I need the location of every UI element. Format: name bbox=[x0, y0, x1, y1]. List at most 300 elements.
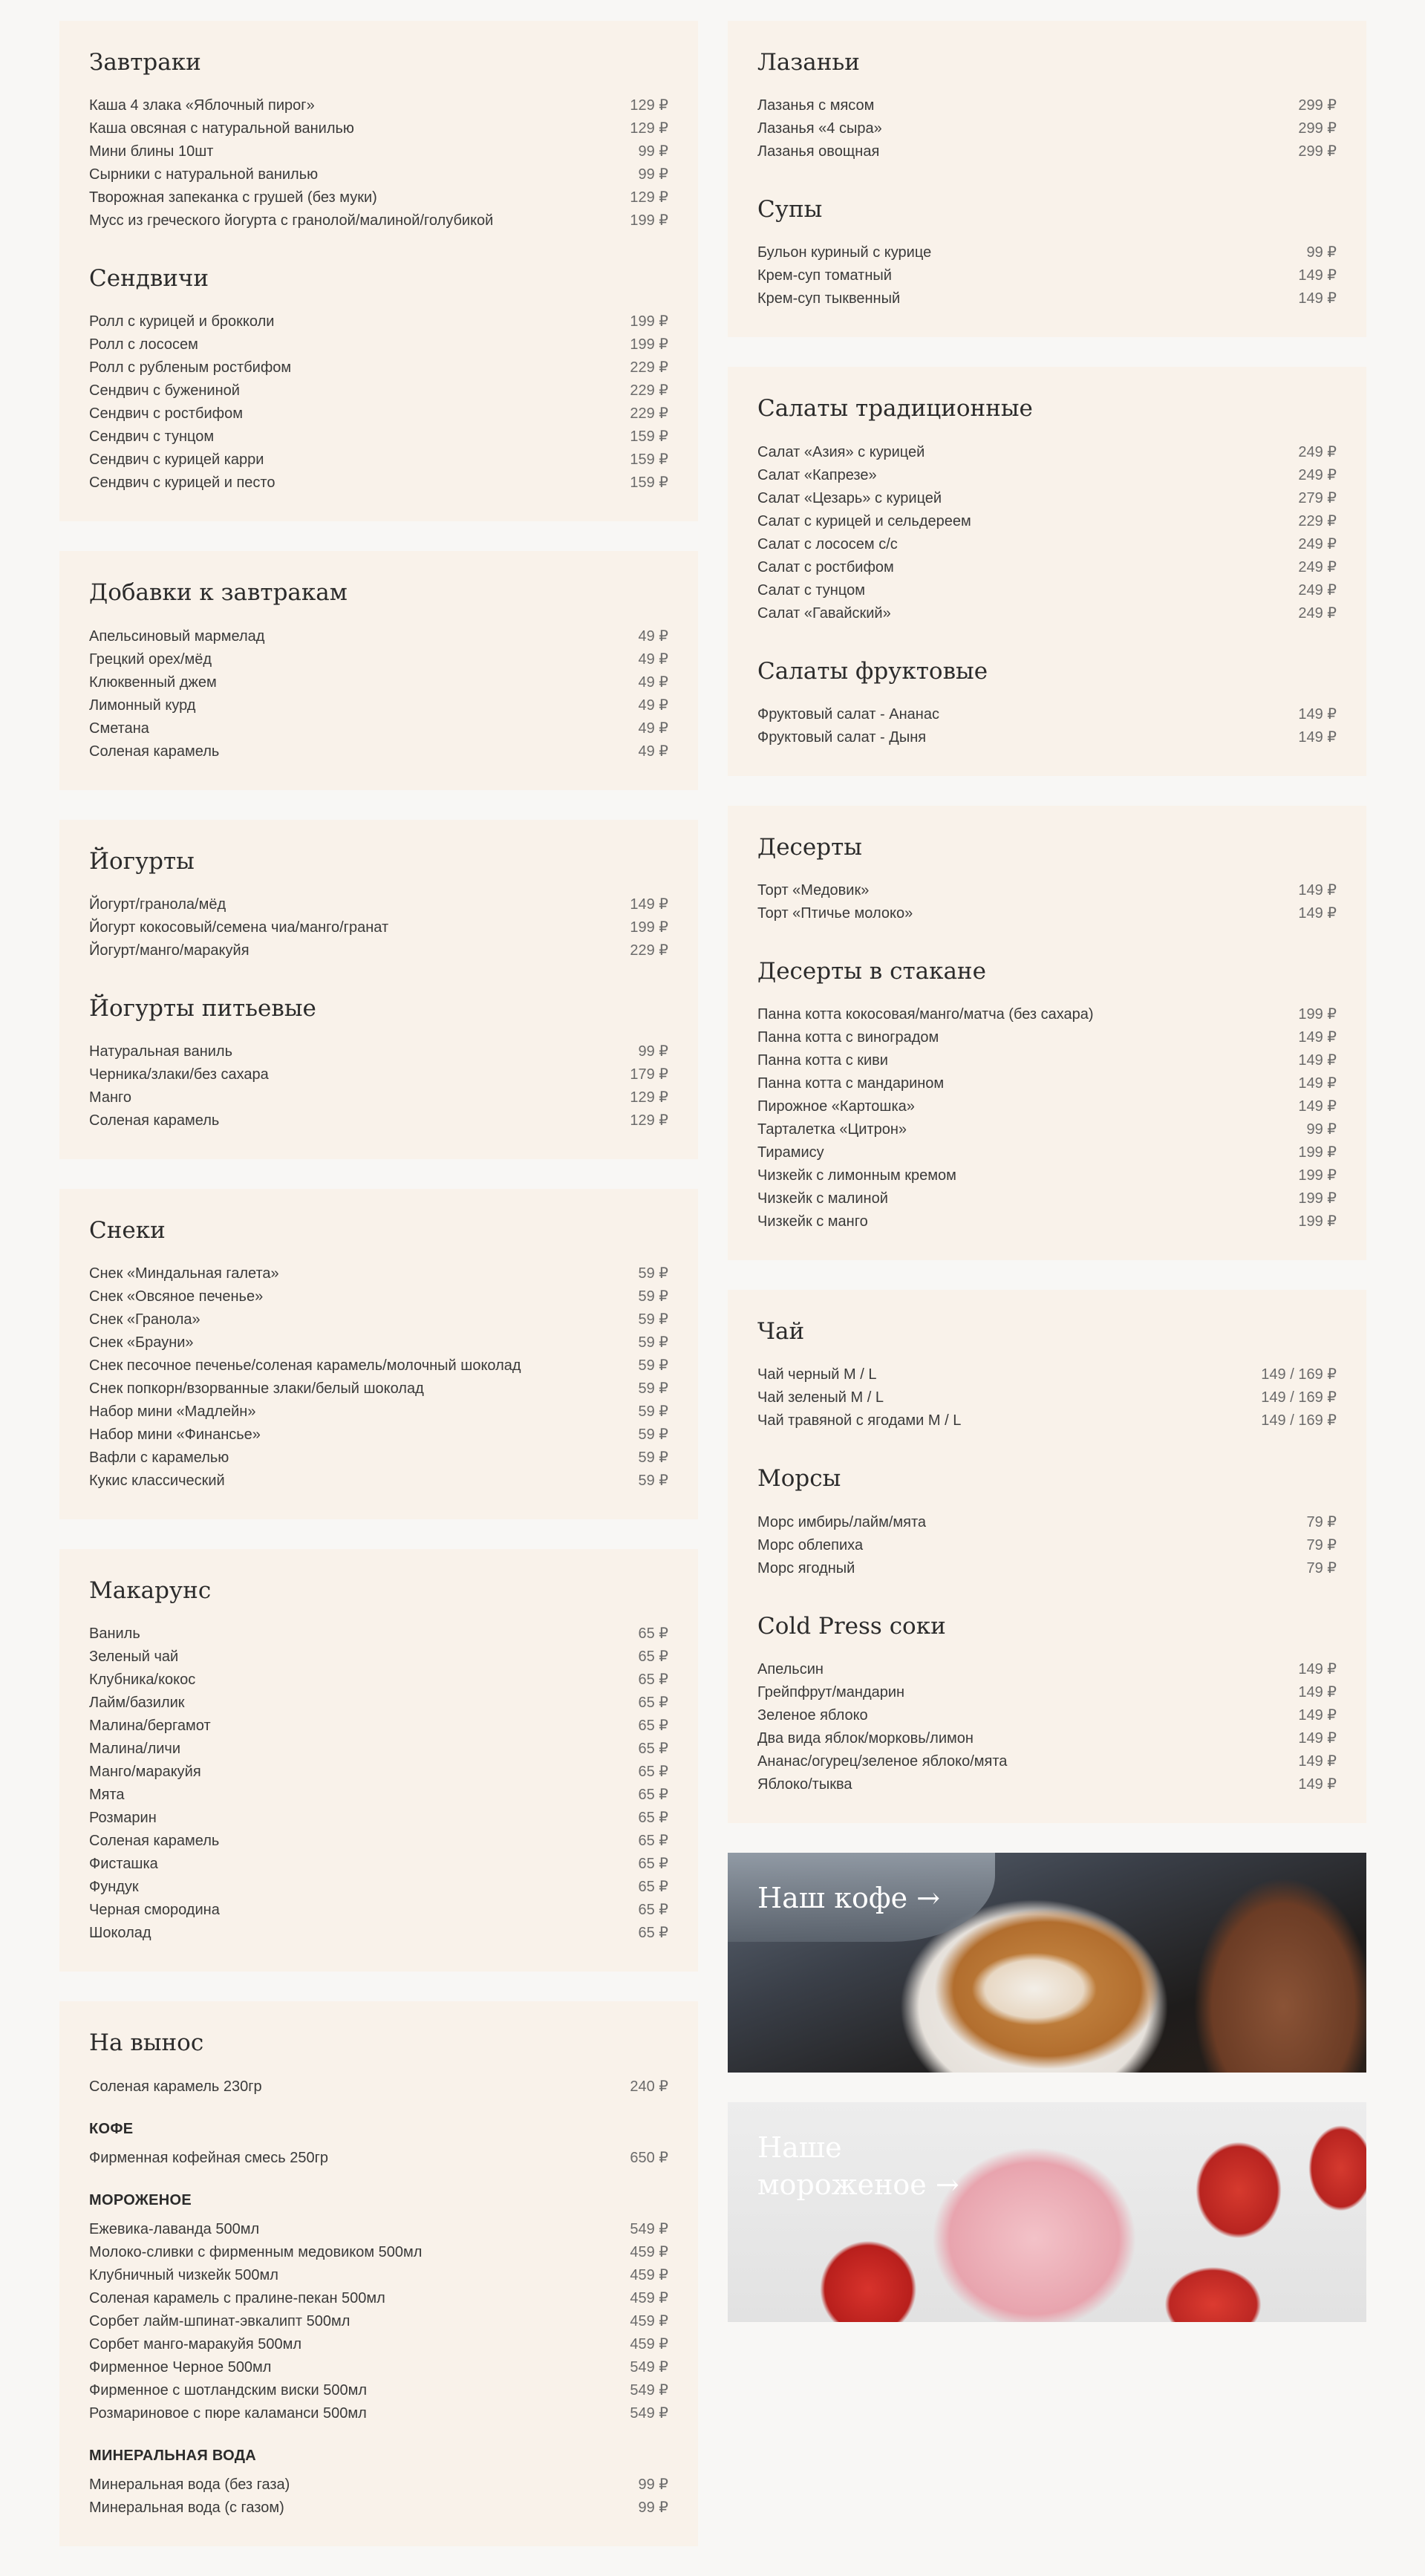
menu-item bbox=[757, 140, 1337, 163]
menu-item-name: Кукис классический bbox=[89, 1473, 225, 1490]
menu-section-title: Чай bbox=[757, 1318, 805, 1346]
menu-item bbox=[89, 1447, 668, 1470]
menu-item-name: Морс имбирь/лайм/мята bbox=[757, 1513, 927, 1530]
menu-card bbox=[728, 21, 1366, 337]
menu-item-name: Салат с курицей и сельдереем bbox=[757, 512, 971, 529]
menu-item-name: Зеленое яблоко bbox=[757, 1706, 868, 1724]
menu-item bbox=[89, 1669, 668, 1692]
menu-item-name: Молоко-сливки с фирменным медовиком 500мл bbox=[89, 2243, 423, 2260]
menu-item bbox=[89, 2264, 668, 2287]
menu-item-price: 65 ₽ bbox=[638, 1718, 668, 1735]
menu-item-list bbox=[757, 1511, 1337, 1580]
menu-item-price: 99 ₽ bbox=[638, 2499, 668, 2516]
menu-item-price: 79 ₽ bbox=[1306, 1536, 1337, 1553]
menu-item bbox=[89, 379, 668, 402]
menu-item-name: Снек попкорн/взорванные злаки/белый шоколад bbox=[89, 1380, 424, 1398]
menu-section-title: Салаты фруктовые bbox=[757, 657, 988, 685]
menu-item-price: 149 ₽ bbox=[1298, 1776, 1337, 1793]
menu-item-name: Фирменное с шотландским виски 500мл bbox=[89, 2381, 368, 2399]
menu-item bbox=[89, 2333, 668, 2356]
menu-item-name: Салат «Цезарь» с курицей bbox=[757, 489, 942, 506]
menu-item-name: Салат с тунцом bbox=[757, 581, 865, 599]
menu-item-price: 549 ₽ bbox=[630, 2358, 668, 2376]
menu-item bbox=[89, 1807, 668, 1830]
menu-card bbox=[59, 2001, 698, 2546]
menu-card bbox=[59, 21, 698, 521]
menu-card bbox=[59, 820, 698, 1159]
menu-item-list bbox=[89, 2147, 668, 2170]
menu-item bbox=[89, 893, 668, 916]
menu-item bbox=[757, 1026, 1337, 1049]
menu-item-price: 65 ₽ bbox=[638, 1856, 668, 1873]
menu-item-price: 149 / 169 ₽ bbox=[1261, 1366, 1337, 1383]
menu-item-price: 99 ₽ bbox=[1306, 244, 1337, 261]
menu-item-name: Панна котта с виноградом bbox=[757, 1029, 939, 1046]
menu-item-name: Соленая карамель bbox=[89, 1112, 220, 1129]
menu-item-name: Сендвич с ростбифом bbox=[89, 405, 243, 423]
menu-section-title: Салаты традиционные bbox=[757, 395, 1033, 423]
menu-item bbox=[89, 1470, 668, 1493]
menu-item bbox=[757, 287, 1337, 310]
menu-item bbox=[757, 726, 1337, 749]
menu-item-price: 65 ₽ bbox=[638, 1787, 668, 1804]
menu-item-price: 650 ₽ bbox=[630, 2149, 668, 2166]
menu-item-name: Грейпфрут/мандарин bbox=[757, 1683, 905, 1701]
menu-item-name: Манго/маракуйя bbox=[89, 1764, 201, 1781]
menu-item-list bbox=[89, 1623, 668, 1945]
menu-item bbox=[757, 602, 1337, 625]
menu-item bbox=[757, 1750, 1337, 1773]
menu-item-price: 149 ₽ bbox=[1298, 705, 1337, 723]
menu-item-price: 65 ₽ bbox=[638, 1741, 668, 1758]
menu-item-price: 99 ₽ bbox=[638, 143, 668, 160]
menu-item-name: Чизкейк с манго bbox=[757, 1213, 868, 1230]
menu-item-price: 149 ₽ bbox=[1298, 267, 1337, 284]
menu-item bbox=[757, 1118, 1337, 1141]
menu-item-price: 229 ₽ bbox=[630, 382, 668, 400]
menu-item-price: 99 ₽ bbox=[638, 2476, 668, 2493]
menu-item bbox=[757, 1534, 1337, 1557]
menu-item bbox=[89, 717, 668, 740]
menu-item bbox=[89, 472, 668, 495]
menu-item-name: Ананас/огурец/зеленое яблоко/мята bbox=[757, 1752, 1008, 1770]
menu-item-list bbox=[757, 703, 1337, 749]
menu-item-price: 129 ₽ bbox=[630, 189, 668, 206]
menu-item-price: 240 ₽ bbox=[630, 2078, 668, 2095]
menu-card bbox=[728, 806, 1366, 1260]
menu-item bbox=[89, 2356, 668, 2379]
menu-item bbox=[757, 1658, 1337, 1681]
menu-item-name: Снек песочное печенье/соленая карамель/молочный шоколад bbox=[89, 1357, 521, 1375]
menu-item bbox=[89, 1646, 668, 1669]
menu-item-price: 149 ₽ bbox=[1298, 290, 1337, 307]
menu-section bbox=[89, 265, 668, 495]
menu-item-name: Фруктовый салат - Дыня bbox=[757, 728, 927, 746]
menu-item-name: Вафли с карамелью bbox=[89, 1450, 229, 1467]
menu-item-price: 59 ₽ bbox=[638, 1288, 668, 1305]
menu-item bbox=[89, 1040, 668, 1063]
menu-item-price: 279 ₽ bbox=[1298, 489, 1337, 506]
menu-item-price: 459 ₽ bbox=[630, 2266, 668, 2283]
menu-item-name: Панна котта с киви bbox=[757, 1052, 888, 1069]
menu-item bbox=[757, 1141, 1337, 1164]
menu-card bbox=[59, 1189, 698, 1519]
menu-item-name: Соленая карамель 230гр bbox=[89, 2078, 262, 2095]
menu-section-title: Йогурты bbox=[89, 847, 195, 875]
menu-item bbox=[757, 1727, 1337, 1750]
menu-item-price: 459 ₽ bbox=[630, 2289, 668, 2306]
menu-item-name: Чай черный M / L bbox=[757, 1366, 877, 1383]
menu-item-name: Фирменное Черное 500мл bbox=[89, 2358, 272, 2376]
menu-item-price: 65 ₽ bbox=[638, 1626, 668, 1643]
menu-item-list bbox=[757, 1658, 1337, 1796]
menu-item-price: 149 ₽ bbox=[1298, 881, 1337, 899]
menu-section bbox=[757, 1318, 1337, 1432]
menu-item-list bbox=[757, 879, 1337, 925]
menu-item-price: 65 ₽ bbox=[638, 1764, 668, 1781]
menu-item bbox=[757, 464, 1337, 487]
menu-item-name: Грецкий орех/мёд bbox=[89, 650, 212, 668]
menu-item-name: Малина/личи bbox=[89, 1741, 181, 1758]
menu-item bbox=[757, 1511, 1337, 1534]
menu-item-price: 59 ₽ bbox=[638, 1450, 668, 1467]
menu-item-price: 65 ₽ bbox=[638, 1649, 668, 1666]
menu-item-name: Снек «Овсяное печенье» bbox=[89, 1288, 264, 1305]
menu-item-price: 229 ₽ bbox=[630, 405, 668, 423]
menu-item bbox=[89, 625, 668, 648]
menu-item-price: 199 ₽ bbox=[1298, 1144, 1337, 1161]
menu-item bbox=[89, 1331, 668, 1354]
menu-item-price: 199 ₽ bbox=[630, 336, 668, 353]
menu-item bbox=[89, 186, 668, 209]
menu-item bbox=[89, 1623, 668, 1646]
menu-item-price: 229 ₽ bbox=[630, 359, 668, 376]
menu-item bbox=[757, 117, 1337, 140]
menu-item-name: Клюквенный джем bbox=[89, 674, 217, 691]
menu-item-name: Бульон куриный с курице bbox=[757, 244, 932, 261]
menu-item-price: 149 ₽ bbox=[1298, 1075, 1337, 1092]
menu-item bbox=[89, 1401, 668, 1424]
menu-item-name: Творожная запеканка с грушей (без муки) bbox=[89, 189, 377, 206]
menu-item bbox=[89, 1063, 668, 1086]
menu-item bbox=[89, 1308, 668, 1331]
menu-cards-right bbox=[728, 21, 1366, 1823]
menu-item bbox=[89, 2402, 668, 2425]
menu-item-price: 199 ₽ bbox=[1298, 1006, 1337, 1023]
menu-item-name: Лайм/базилик bbox=[89, 1695, 185, 1712]
menu-item-price: 149 ₽ bbox=[1298, 1052, 1337, 1069]
menu-item-price: 129 ₽ bbox=[630, 1112, 668, 1129]
menu-section bbox=[757, 1613, 1337, 1796]
menu-item bbox=[89, 2218, 668, 2241]
menu-section bbox=[89, 49, 668, 232]
menu-item-price: 229 ₽ bbox=[630, 942, 668, 959]
menu-item-price: 59 ₽ bbox=[638, 1403, 668, 1421]
menu-item-list bbox=[89, 2076, 668, 2099]
menu-item-price: 65 ₽ bbox=[638, 1925, 668, 1942]
menu-item-price: 549 ₽ bbox=[630, 2404, 668, 2422]
menu-item-list bbox=[89, 2474, 668, 2520]
menu-item bbox=[757, 487, 1337, 510]
menu-item-name: Фисташка bbox=[89, 1856, 158, 1873]
menu-item-name: Фруктовый салат - Ананас bbox=[757, 705, 939, 723]
menu-item-name: Чай зеленый M / L bbox=[757, 1389, 884, 1406]
menu-item-name: Клубника/кокос bbox=[89, 1672, 196, 1689]
menu-item-name: Торт «Птичье молоко» bbox=[757, 904, 913, 922]
menu-item bbox=[89, 1285, 668, 1308]
menu-item bbox=[89, 1876, 668, 1899]
menu-item bbox=[89, 1377, 668, 1401]
menu-item-name: Ролл с рубленым ростбифом bbox=[89, 359, 292, 376]
menu-item-name: Чай травяной с ягодами M / L bbox=[757, 1412, 962, 1429]
coffee-promo-banner[interactable] bbox=[728, 1853, 1366, 2073]
menu-item-name: Яблоко/тыква bbox=[757, 1776, 852, 1793]
menu-item-price: 299 ₽ bbox=[1298, 97, 1337, 114]
menu-section-title: Десерты в стакане bbox=[757, 957, 986, 985]
menu-item-name: Сендвич с бужениной bbox=[89, 382, 240, 400]
menu-item-price: 65 ₽ bbox=[638, 1672, 668, 1689]
menu-item-price: 459 ₽ bbox=[630, 2243, 668, 2260]
menu-item bbox=[757, 1095, 1337, 1118]
menu-item-name: Морс ягодный bbox=[757, 1559, 855, 1576]
menu-section-title: Добавки к завтракам bbox=[89, 579, 348, 607]
menu-item-price: 59 ₽ bbox=[638, 1334, 668, 1351]
menu-item bbox=[757, 1557, 1337, 1580]
menu-item-name: Каша овсяная с натуральной ванилью bbox=[89, 120, 354, 137]
menu-item-price: 149 / 169 ₽ bbox=[1261, 1389, 1337, 1406]
menu-item-price: 129 ₽ bbox=[630, 97, 668, 114]
menu-item-price: 49 ₽ bbox=[638, 743, 668, 760]
menu-item-list bbox=[89, 1040, 668, 1132]
menu-group-title: МИНЕРАЛЬНАЯ ВОДА bbox=[89, 2447, 257, 2464]
menu-item-price: 65 ₽ bbox=[638, 1833, 668, 1850]
menu-item-name: Соленая карамель bbox=[89, 743, 220, 760]
menu-section-title: Йогурты питьевые bbox=[89, 994, 316, 1022]
menu-item bbox=[757, 1773, 1337, 1796]
menu-item bbox=[89, 140, 668, 163]
menu-item-name: Минеральная вода (без газа) bbox=[89, 2476, 290, 2493]
menu-item bbox=[757, 1409, 1337, 1432]
menu-item-price: 59 ₽ bbox=[638, 1380, 668, 1398]
menu-item-list bbox=[89, 94, 668, 232]
menu-item-name: Минеральная вода (с газом) bbox=[89, 2499, 284, 2516]
menu-item-name: Панна котта с мандарином bbox=[757, 1075, 945, 1092]
menu-item-price: 249 ₽ bbox=[1298, 604, 1337, 622]
menu-item-name: Торт «Медовик» bbox=[757, 881, 870, 899]
menu-item-name: Лазанья овощная bbox=[757, 143, 880, 160]
menu-item-price: 249 ₽ bbox=[1298, 443, 1337, 460]
menu-item bbox=[89, 2310, 668, 2333]
menu-item-list bbox=[757, 241, 1337, 310]
menu-item-price: 199 ₽ bbox=[1298, 1190, 1337, 1207]
icecream-promo-banner[interactable] bbox=[728, 2102, 1366, 2322]
menu-section-title: Снеки bbox=[89, 1216, 166, 1244]
menu-item-name: Соленая карамель с пралине-пекан 500мл bbox=[89, 2289, 385, 2306]
menu-item-name: Ежевика-лаванда 500мл bbox=[89, 2220, 260, 2237]
menu-item bbox=[89, 2379, 668, 2402]
menu-item-price: 459 ₽ bbox=[630, 2312, 668, 2329]
menu-item bbox=[89, 694, 668, 717]
menu-item bbox=[757, 1187, 1337, 1210]
menu-item-name: Салат с лососем с/с bbox=[757, 535, 898, 552]
menu-item-name: Фундук bbox=[89, 1879, 139, 1896]
menu-item-name: Манго bbox=[89, 1089, 132, 1106]
menu-section bbox=[757, 196, 1337, 310]
menu-item-name: Лимонный курд bbox=[89, 697, 196, 714]
menu-item-price: 99 ₽ bbox=[1306, 1121, 1337, 1138]
menu-section bbox=[89, 579, 668, 763]
menu-item bbox=[89, 402, 668, 425]
menu-item bbox=[89, 1424, 668, 1447]
menu-item-name: Апельсиновый мармелад bbox=[89, 627, 265, 645]
menu-item-price: 59 ₽ bbox=[638, 1311, 668, 1328]
menu-item-list bbox=[89, 1262, 668, 1493]
menu-item-name: Мини блины 10шт bbox=[89, 143, 214, 160]
menu-item-price: 49 ₽ bbox=[638, 697, 668, 714]
menu-section-title: На вынос bbox=[89, 2029, 204, 2057]
menu-item-price: 49 ₽ bbox=[638, 627, 668, 645]
menu-item-name: Салат «Капрезе» bbox=[757, 466, 877, 483]
menu-item-name: Йогурт/гранола/мёд bbox=[89, 896, 226, 913]
menu-item-price: 229 ₽ bbox=[1298, 512, 1337, 529]
menu-item-price: 149 ₽ bbox=[1298, 1752, 1337, 1770]
menu-item-name: Шоколад bbox=[89, 1925, 151, 1942]
menu-item bbox=[89, 1738, 668, 1761]
menu-item-price: 149 ₽ bbox=[1298, 1098, 1337, 1115]
menu-item bbox=[757, 441, 1337, 464]
menu-item-name: Сендвич с курицей и песто bbox=[89, 475, 275, 492]
menu-item bbox=[89, 2497, 668, 2520]
menu-item-name: Крем-суп тыквенный bbox=[757, 290, 901, 307]
menu-column-right bbox=[728, 21, 1366, 2352]
menu-item bbox=[89, 1853, 668, 1876]
menu-item bbox=[89, 1109, 668, 1132]
menu-item-name: Лазанья с мясом bbox=[757, 97, 875, 114]
menu-item-name: Йогурт кокосовый/семена чиа/манго/гранат bbox=[89, 919, 389, 936]
menu-item bbox=[89, 648, 668, 671]
menu-item bbox=[89, 310, 668, 333]
menu-item bbox=[89, 740, 668, 763]
menu-section bbox=[757, 958, 1337, 1233]
menu-item bbox=[89, 449, 668, 472]
menu-item-name: Лазанья «4 сыра» bbox=[757, 120, 882, 137]
menu-item-price: 159 ₽ bbox=[630, 475, 668, 492]
menu-item-price: 299 ₽ bbox=[1298, 143, 1337, 160]
menu-item bbox=[89, 117, 668, 140]
menu-item bbox=[89, 1692, 668, 1715]
menu-item-name: Снек «Гранола» bbox=[89, 1311, 200, 1328]
menu-item-price: 79 ₽ bbox=[1306, 1559, 1337, 1576]
menu-item-price: 65 ₽ bbox=[638, 1879, 668, 1896]
menu-item-name: Сметана bbox=[89, 720, 149, 737]
menu-item-name: Натуральная ваниль bbox=[89, 1043, 233, 1060]
menu-item-name: Клубничный чизкейк 500мл bbox=[89, 2266, 278, 2283]
coffee-promo-label: Наш кофе → bbox=[757, 1881, 940, 1914]
menu-section-title: Сендвичи bbox=[89, 265, 209, 293]
menu-item bbox=[89, 2076, 668, 2099]
menu-item-price: 249 ₽ bbox=[1298, 466, 1337, 483]
menu-section-title: Cold Press соки bbox=[757, 1612, 946, 1640]
menu-item bbox=[89, 1354, 668, 1377]
menu-item-name: Мята bbox=[89, 1787, 125, 1804]
menu-item bbox=[757, 264, 1337, 287]
menu-item-price: 549 ₽ bbox=[630, 2220, 668, 2237]
menu-item-price: 49 ₽ bbox=[638, 674, 668, 691]
menu-item-name: Тарталетка «Цитрон» bbox=[757, 1121, 907, 1138]
menu-item-price: 149 ₽ bbox=[1298, 904, 1337, 922]
menu-item-list bbox=[89, 2218, 668, 2425]
menu-item-price: 149 / 169 ₽ bbox=[1261, 1412, 1337, 1429]
menu-item-price: 49 ₽ bbox=[638, 720, 668, 737]
menu-item bbox=[757, 94, 1337, 117]
menu-item-price: 65 ₽ bbox=[638, 1695, 668, 1712]
icecream-promo-label: Наше мороженое → bbox=[757, 2130, 959, 2201]
menu-item-price: 149 ₽ bbox=[1298, 1660, 1337, 1677]
menu-item-price: 199 ₽ bbox=[1298, 1213, 1337, 1230]
menu-item-name: Розмариновое с пюре каламанси 500мл bbox=[89, 2404, 367, 2422]
menu-section-title: Супы bbox=[757, 196, 823, 224]
menu-item-name: Пирожное «Картошка» bbox=[757, 1098, 915, 1115]
menu-item-name: Розмарин bbox=[89, 1810, 157, 1827]
menu-item bbox=[89, 356, 668, 379]
menu-section-title: Макарунс bbox=[89, 1577, 212, 1605]
menu-group-title: КОФЕ bbox=[89, 2120, 134, 2137]
menu-item-name: Сырники с натуральной ванилью bbox=[89, 166, 319, 183]
menu-item-price: 59 ₽ bbox=[638, 1426, 668, 1444]
menu-item-price: 59 ₽ bbox=[638, 1265, 668, 1282]
menu-item-name: Салат с ростбифом bbox=[757, 558, 894, 575]
menu-item-price: 59 ₽ bbox=[638, 1357, 668, 1375]
menu-item bbox=[757, 579, 1337, 602]
menu-item-name: Мусс из греческого йогурта с гранолой/малиной/голубикой bbox=[89, 212, 494, 229]
menu-item-name: Набор мини «Финансье» bbox=[89, 1426, 261, 1444]
menu-item-name: Сендвич с курицей карри bbox=[89, 451, 264, 469]
menu-item-price: 199 ₽ bbox=[630, 212, 668, 229]
menu-item bbox=[89, 1830, 668, 1853]
menu-item-price: 149 ₽ bbox=[1298, 728, 1337, 746]
menu-item-name: Сендвич с тунцом bbox=[89, 428, 215, 446]
menu-column-left bbox=[59, 21, 698, 2576]
menu-item-name: Йогурт/манго/маракуйя bbox=[89, 942, 250, 959]
menu-item-price: 65 ₽ bbox=[638, 1810, 668, 1827]
menu-item bbox=[757, 1164, 1337, 1187]
menu-item-price: 59 ₽ bbox=[638, 1473, 668, 1490]
menu-item-name: Салат «Азия» с курицей bbox=[757, 443, 925, 460]
menu-item-name: Чизкейк с лимонным кремом bbox=[757, 1167, 956, 1184]
menu-item bbox=[89, 94, 668, 117]
menu-item-price: 199 ₽ bbox=[630, 313, 668, 330]
menu-item bbox=[89, 425, 668, 449]
menu-item bbox=[757, 1386, 1337, 1409]
menu-item-price: 249 ₽ bbox=[1298, 535, 1337, 552]
menu-item-price: 99 ₽ bbox=[638, 1043, 668, 1060]
menu-section bbox=[757, 1465, 1337, 1579]
menu-item bbox=[89, 2147, 668, 2170]
menu-item-name: Крем-суп томатный bbox=[757, 267, 892, 284]
menu-item-price: 149 ₽ bbox=[1298, 1706, 1337, 1724]
menu-item bbox=[757, 510, 1337, 533]
menu-item-name: Фирменная кофейная смесь 250гр bbox=[89, 2149, 329, 2166]
menu-item-name: Черника/злаки/без сахара bbox=[89, 1066, 269, 1083]
menu-item-name: Чизкейк с малиной bbox=[757, 1190, 888, 1207]
menu-item-name: Черная смородина bbox=[89, 1902, 220, 1919]
menu-section bbox=[89, 848, 668, 962]
menu-item-name: Салат «Гавайский» bbox=[757, 604, 891, 622]
menu-item bbox=[89, 671, 668, 694]
menu-item-price: 129 ₽ bbox=[630, 1089, 668, 1106]
menu-item bbox=[89, 1262, 668, 1285]
menu-group-title: МОРОЖЕНОЕ bbox=[89, 2191, 192, 2208]
